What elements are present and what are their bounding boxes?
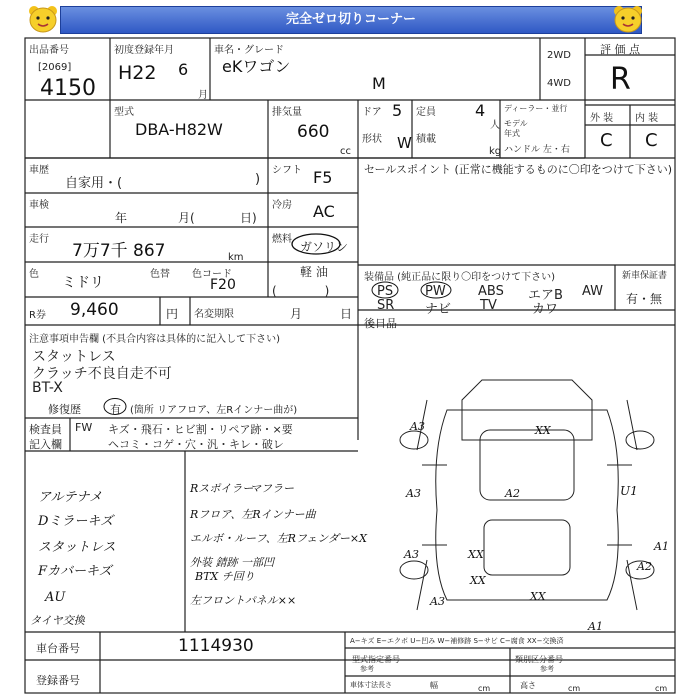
equip-pw: PW <box>425 284 446 299</box>
diagram-mark-5: U1 <box>620 484 638 498</box>
color-code: F20 <box>210 277 236 293</box>
chassis-label: 車台番号 <box>36 642 80 655</box>
diagram-mark-10: XX <box>470 574 486 587</box>
model-value: DBA-H82W <box>135 120 223 139</box>
lot-number: 4150 <box>40 76 96 101</box>
hand-note-9: エルボ・ルーフ、左Rフェンダー×X <box>190 532 367 545</box>
lot-label: 出品番号 <box>29 45 69 56</box>
meigi-day: 日 <box>340 307 353 321</box>
fuel-diesel: 軽 油 <box>300 265 328 279</box>
inspector-label-1: 検査員 <box>29 423 62 436</box>
equip-navi: ナビ <box>425 302 452 317</box>
color-code-label: 色コード <box>192 269 232 280</box>
hand-note-7: マフラー <box>250 482 294 495</box>
fuel-gas: ガソリン <box>300 240 349 254</box>
capacity-value: 4 <box>475 101 486 120</box>
rating-ext: C <box>600 130 613 151</box>
equip-ps-circle-icon <box>370 281 400 299</box>
rating-int: C <box>645 130 658 151</box>
rating-value: R <box>610 62 631 97</box>
ac-label: 冷房 <box>272 200 292 211</box>
reg-month: 6 <box>178 60 189 79</box>
reg-year: H22 <box>118 62 157 84</box>
drive-4wd: 4WD <box>547 78 571 89</box>
shape-value: W <box>397 134 412 152</box>
length-label: 車体寸法長さ <box>350 681 392 689</box>
notes-line-1: スタットレス <box>32 349 116 365</box>
equip-pw-circle-icon <box>419 281 453 299</box>
hand-note-4: Fカバーキズ <box>38 564 112 579</box>
year-label: 年式 <box>504 129 520 138</box>
hand-note-1: アルテナメ <box>38 490 102 505</box>
height-label: 高さ <box>520 681 536 690</box>
hand-note-10: 外装 錆跡 一部凹 <box>190 556 274 569</box>
color-paren: ( ) <box>272 284 330 298</box>
rating-label: 評 価 点 <box>600 43 640 56</box>
hand-note-13: タイヤ交換 <box>30 614 85 627</box>
later-items-label: 後日品 <box>364 317 397 330</box>
disp-value: 660 <box>297 122 330 142</box>
drive-2wd: 2WD <box>547 50 571 61</box>
reg-label: 初度登録年月 <box>114 45 174 56</box>
doors-label: ドア <box>362 107 382 118</box>
tax-unit: 円 <box>166 307 179 321</box>
model-year-label: モデル <box>504 119 528 128</box>
notes-label: 注意事項申告欄 (不具合内容は具体的に記入して下さい) <box>29 334 280 345</box>
mileage-value: 7万7千 867 <box>72 241 166 261</box>
lot-code: [2069] <box>38 62 72 73</box>
car-grade: M <box>372 74 386 93</box>
hand-note-2: Dミラーキズ <box>38 514 114 529</box>
rating-int-label: 内 装 <box>635 113 659 124</box>
color-swap-label: 色替 <box>150 269 170 280</box>
doors-value: 5 <box>392 101 403 120</box>
disp-label: 排気量 <box>272 107 302 118</box>
warranty-value: 有・無 <box>626 292 663 306</box>
diagram-mark-4: A3 <box>406 487 421 500</box>
width-label: 幅 <box>430 681 438 690</box>
repair-value: 有 <box>110 403 121 416</box>
history-label: 車歴 <box>29 165 49 176</box>
history-value: 自家用・( <box>65 176 123 191</box>
inspection-year: 年 <box>115 211 128 225</box>
capacity-label: 定員 <box>416 107 436 118</box>
diagram-mark-7: XX <box>468 548 484 561</box>
dealer-label: ディーラー・並行 <box>504 104 568 113</box>
diagram-mark-12: XX <box>530 590 546 603</box>
tax-label: R券 <box>29 310 46 321</box>
rating-ext-label: 外 装 <box>590 113 614 124</box>
chassis-value: 1114930 <box>178 636 254 656</box>
car-name: eKワゴン <box>222 57 291 76</box>
repair-circle-icon <box>102 397 128 416</box>
equip-label: 装備品 (純正品に限り〇印をつけて下さい) <box>364 272 555 283</box>
notes-line-2: クラッチ不良自走不可 <box>32 366 172 382</box>
name-label: 車名・グレード <box>214 45 284 56</box>
capacity-unit: 人 <box>490 120 500 131</box>
repair-detail: (箇所 リアフロア、左Rインナー曲が) <box>130 405 298 416</box>
cm-unit-3: cm <box>655 684 668 693</box>
diagram-mark-11: A2 <box>637 560 652 573</box>
hand-note-11: BTX チ回り <box>195 570 255 583</box>
history-close: ) <box>255 172 261 187</box>
load-label: 積載 <box>416 134 436 145</box>
inspector-row-1: キズ・飛石・ヒビ割・リペア跡・×要 <box>108 423 293 436</box>
equip-ps: PS <box>377 284 394 299</box>
ac-value: AC <box>313 202 335 221</box>
sales-label: セールスポイント (正常に機能するものに〇印をつけて下さい) <box>364 163 673 176</box>
cm-unit-2: cm <box>568 684 581 693</box>
legend: A−キズ E−エクボ U−凹み W−補修跡 S−サビ C−腐食 XX−交換済 <box>350 637 564 645</box>
diagram-mark-13: A1 <box>588 620 603 633</box>
notes-line-3: BT-X <box>32 380 63 396</box>
meigi-month: 月 <box>290 307 303 321</box>
banner-title: 完全ゼロ切りコーナー <box>285 12 416 27</box>
inspector-fw: FW <box>75 421 93 434</box>
diagram-mark-1: A3 <box>410 420 425 433</box>
class-number-label: 類別区分番号 <box>515 655 563 664</box>
inspector-row-2: ヘコミ・コゲ・穴・汎・キレ・破レ <box>108 438 284 451</box>
cm-unit-1: cm <box>478 684 491 693</box>
diagram-mark-2: XX <box>535 424 551 437</box>
hand-note-6: Rスポイラー <box>190 482 254 495</box>
reference-label-1: 参考 <box>360 665 374 673</box>
inspection-month: 月( <box>178 211 195 225</box>
inspection-label: 車検 <box>29 200 49 211</box>
shift-value: F5 <box>313 168 333 187</box>
mileage-unit: km <box>228 252 244 263</box>
equip-leather: カワ <box>532 302 559 317</box>
equip-aw: AW <box>582 284 604 299</box>
mileage-label: 走行 <box>29 234 49 245</box>
car-damage-diagram <box>392 370 662 630</box>
load-unit: kg <box>489 146 502 157</box>
equip-airbag: エアB <box>528 288 563 303</box>
color-label: 色 <box>29 269 39 280</box>
hand-note-12: 左フロントパネル×× <box>190 594 297 607</box>
warranty-label: 新車保証書 <box>622 271 668 281</box>
shift-label: シフト <box>272 165 302 176</box>
reference-label-2: 参考 <box>540 665 554 673</box>
diagram-mark-8: A1 <box>654 540 669 553</box>
model-label: 型式 <box>114 107 134 118</box>
tax-value: 9,460 <box>70 300 119 320</box>
regno-label: 登録番号 <box>36 674 80 687</box>
inspection-day: 日) <box>240 211 257 225</box>
equip-abs: ABS <box>478 284 504 299</box>
type-designation-label: 型式指定番号 <box>352 655 400 664</box>
inspector-label-2: 記入欄 <box>29 438 62 451</box>
handle-label: ハンドル 左・右 <box>504 145 570 155</box>
hand-note-8: Rフロア、左Rインナー曲 <box>190 508 316 521</box>
equip-tv: TV <box>480 298 497 313</box>
color-value: ミドリ <box>62 275 104 291</box>
fuel-circle-icon <box>290 232 342 256</box>
repair-label: 修復歴 <box>48 403 81 416</box>
diagram-mark-3: A2 <box>505 487 520 500</box>
diagram-mark-9: A3 <box>430 595 445 608</box>
fuel-label: 燃料 <box>272 234 292 245</box>
hand-note-3: スタットレス <box>38 540 116 555</box>
shape-label: 形状 <box>362 134 382 145</box>
hand-note-5: AU <box>45 590 66 605</box>
reg-month-unit: 月 <box>198 90 208 101</box>
meigi-label: 名変期限 <box>194 309 234 320</box>
diagram-mark-6: A3 <box>404 548 419 561</box>
equip-sr: SR <box>377 298 395 313</box>
disp-unit: cc <box>340 146 351 157</box>
